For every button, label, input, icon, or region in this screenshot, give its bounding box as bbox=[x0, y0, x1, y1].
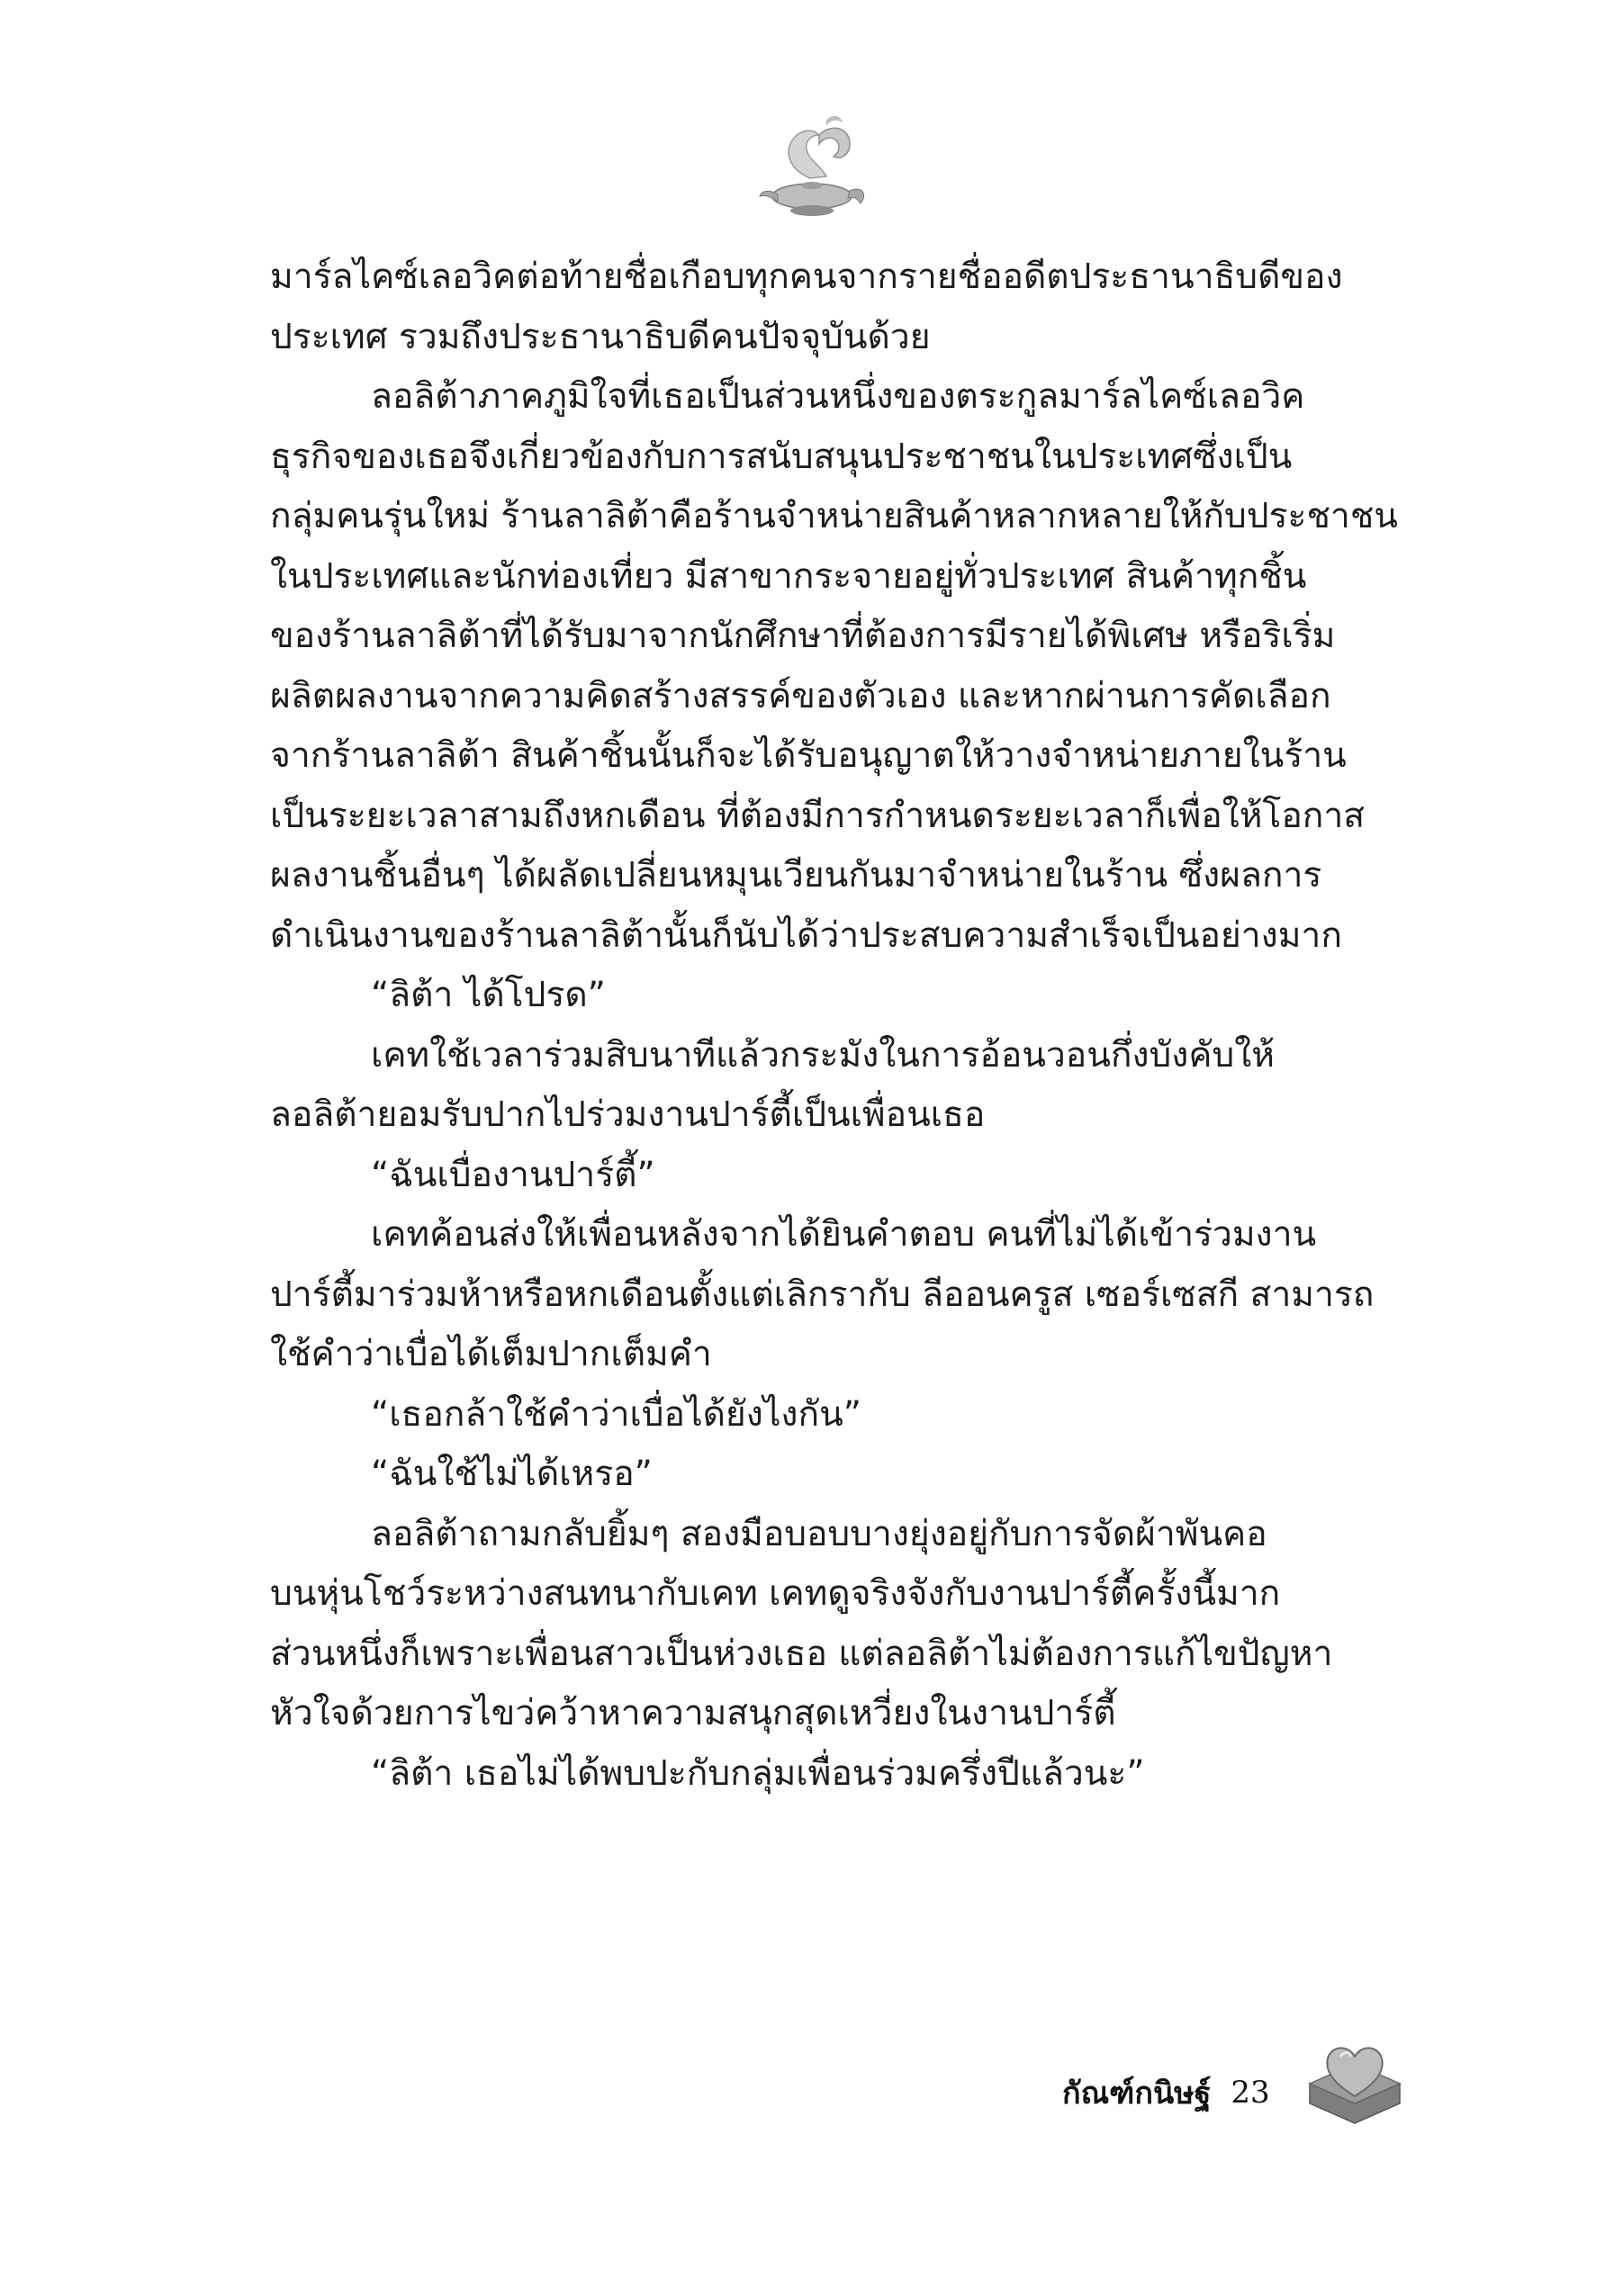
dialogue-line: “ฉันใช้ไม่ได้เหรอ” bbox=[371, 1454, 653, 1494]
body-text bbox=[270, 248, 1404, 1804]
text-line: จากร้านลาลิต้า สินค้าชิ้นนั้นก็จะได้รับอนุญาตให้วางจำหน่ายภายในร้าน bbox=[270, 735, 1347, 776]
text-line: ธุรกิจของเธอจึงเกี่ยวข้องกับการสนับสนุนประชาชนในประเทศซึ่งเป็น bbox=[270, 436, 1293, 477]
text-line: ปาร์ตี้มาร่วมห้าหรือหกเดือนตั้งแต่เลิกรากับ ลีออนครูส เซอร์เซสกี สามารถ bbox=[270, 1274, 1375, 1315]
text-line: ดำเนินงานของร้านลาลิต้านั้นก็นับได้ว่าประสบความสำเร็จเป็นอย่างมาก bbox=[270, 914, 1342, 956]
page-number: 23 bbox=[1231, 2075, 1270, 2111]
text-line: เป็นระยะเวลาสามถึงหกเดือน ที่ต้องมีการกำหนดระยะเวลาก็เพื่อให้โอกาส bbox=[270, 795, 1366, 836]
dialogue-line: “ลิต้า เธอไม่ได้พบปะกับกลุ่มเพื่อนร่วมครึ่งปีแล้วนะ” bbox=[371, 1752, 1145, 1794]
text-line: หัวใจด้วยการไขว่คว้าหาความสนุกสุดเหวี่ยงในงานปาร์ตี้ bbox=[270, 1693, 1116, 1733]
text-line: มาร์ลไคซ์เลอวิคต่อท้ายชื่อเกือบทุกคนจากรายชื่ออดีตประธานาธิบดีของ bbox=[270, 257, 1343, 297]
text-line: ลอลิต้ายอมรับปากไปร่วมงานปาร์ตี้เป็นเพื่อนเธอ bbox=[270, 1094, 986, 1135]
text-line: ส่วนหนึ่งก็เพราะเพื่อนสาวเป็นห่วงเธอ แต่ลอลิต้าไม่ต้องการแก้ไขปัญหา bbox=[270, 1633, 1333, 1674]
dialogue-line: “ฉันเบื่องานปาร์ตี้” bbox=[371, 1154, 655, 1195]
genie-lamp-icon bbox=[756, 108, 873, 225]
text-line: ในประเทศและนักท่องเที่ยว มีสาขากระจายอยู่ทั่วประเทศ สินค้าทุกชิ้น bbox=[270, 555, 1307, 597]
text-line: ประเทศ รวมถึงประธานาธิบดีคนปัจจุบันด้วย bbox=[270, 316, 931, 357]
text-line: ลอลิต้าถามกลับยิ้มๆ สองมือบอบบางยุ่งอยู่กับการจัดผ้าพันคอ bbox=[371, 1513, 1267, 1554]
text-line: ลอลิต้าภาคภูมิใจที่เธอเป็นส่วนหนึ่งของตระกูลมาร์ลไคซ์เลอวิค bbox=[371, 376, 1305, 417]
text-line: ใช้คำว่าเบื่อได้เต็มปากเต็มคำ bbox=[270, 1334, 712, 1374]
book-title: กัณฑ์กนิษฐ์ bbox=[1062, 2075, 1212, 2111]
text-line: ผลิตผลงานจากความคิดสร้างสรรค์ของตัวเอง และหากผ่านการคัดเลือก bbox=[270, 675, 1331, 716]
dialogue-line: “ลิต้า ได้โปรด” bbox=[371, 975, 606, 1015]
text-line: ผลงานชิ้นอื่นๆ ได้ผลัดเปลี่ยนหมุนเวียนกันมาจำหน่ายในร้าน ซึ่งผลการ bbox=[270, 855, 1322, 896]
dialogue-line: “เธอกล้าใช้คำว่าเบื่อได้ยังไงกัน” bbox=[371, 1393, 861, 1435]
text-line: ของร้านลาลิต้าที่ได้รับมาจากนักศึกษาที่ต้องการมีรายได้พิเศษ หรือริเริ่ม bbox=[270, 616, 1336, 656]
text-line: เคทใช้เวลาร่วมสิบนาทีแล้วกระมังในการอ้อนวอนกึ่งบังคับให้ bbox=[371, 1034, 1275, 1076]
text-line: กลุ่มคนรุ่นใหม่ ร้านลาลิต้าคือร้านจำหน่ายสินค้าหลากหลายให้กับประชาชน bbox=[270, 496, 1398, 536]
text-line: บนหุ่นโชว์ระหว่างสนทนากับเคท เคทดูจริงจังกับงานปาร์ตี้ครั้งนี้มาก bbox=[270, 1573, 1281, 1614]
text-line: เคทค้อนส่งให้เพื่อนหลังจากได้ยินคำตอบ คนที่ไม่ได้เข้าร่วมงาน bbox=[371, 1214, 1317, 1255]
heart-box-icon bbox=[1301, 2021, 1409, 2129]
